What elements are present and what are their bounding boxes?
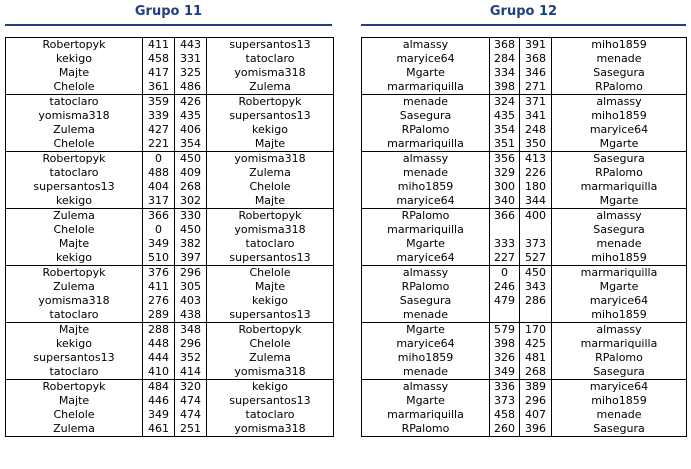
home-score: 0 xyxy=(143,223,175,237)
match-row xyxy=(6,123,334,137)
home-player: Robertopyk xyxy=(6,152,143,167)
away-score: 268 xyxy=(520,365,552,380)
away-score: 348 xyxy=(175,323,207,338)
match-row xyxy=(6,337,334,351)
home-player: tatoclaro xyxy=(49,365,99,378)
home-score: 326 xyxy=(490,351,520,365)
home-score: 366 xyxy=(490,209,520,224)
home-player: almassy xyxy=(362,380,490,395)
away-score: 248 xyxy=(520,123,552,137)
match-row xyxy=(362,166,687,180)
home-score: 288 xyxy=(143,323,175,338)
match-row xyxy=(6,38,334,53)
match-row xyxy=(6,66,334,80)
away-player: Chelole xyxy=(249,337,291,350)
home-player: Robertopyk xyxy=(42,38,106,51)
home-score: 349 xyxy=(143,237,175,251)
match-row xyxy=(6,137,334,152)
home-player: menade xyxy=(403,166,448,179)
home-player: RPalomo xyxy=(362,209,490,224)
away-score: 271 xyxy=(520,80,552,95)
home-score: 356 xyxy=(490,152,520,167)
match-row xyxy=(362,422,687,437)
home-score: 484 xyxy=(143,380,175,395)
home-score: 0 xyxy=(143,152,175,167)
away-score: 320 xyxy=(175,380,207,395)
home-score: 417 xyxy=(143,66,175,80)
away-score: 371 xyxy=(520,95,552,110)
home-player: Majte xyxy=(58,66,90,79)
home-score: 359 xyxy=(143,95,175,110)
away-score: 325 xyxy=(175,66,207,80)
home-score: 376 xyxy=(143,266,175,281)
home-score: 0 xyxy=(490,266,520,281)
away-player: almassy xyxy=(552,323,687,338)
home-player: Robertopyk xyxy=(6,266,143,281)
home-player: RPalomo xyxy=(401,422,450,435)
match-row xyxy=(6,308,334,323)
home-score: 427 xyxy=(143,123,175,137)
away-player: supersantos13 xyxy=(229,38,311,51)
away-score: 407 xyxy=(520,408,552,422)
match-row xyxy=(362,280,687,294)
away-player: marmariquilla xyxy=(580,337,658,350)
home-player: kekigo xyxy=(56,251,92,264)
away-player: RPalomo xyxy=(595,351,643,364)
home-player: Majte xyxy=(6,323,143,338)
away-player: supersantos13 xyxy=(229,251,311,264)
home-score: 458 xyxy=(143,52,175,66)
home-player: tatoclaro xyxy=(6,95,143,110)
home-player: RPalomo xyxy=(401,123,450,136)
home-score: 221 xyxy=(143,137,175,152)
away-score: 527 xyxy=(520,251,552,266)
home-score: 411 xyxy=(143,38,175,53)
home-player: marmariquilla xyxy=(387,223,464,236)
away-player: kekigo xyxy=(207,380,334,395)
away-score: 251 xyxy=(175,422,207,437)
match-row xyxy=(362,123,687,137)
away-score: 354 xyxy=(175,137,207,152)
match-row xyxy=(362,52,687,66)
away-player: Zulema xyxy=(249,166,291,179)
away-score: 350 xyxy=(520,137,552,152)
match-row xyxy=(6,251,334,266)
home-score: 398 xyxy=(490,80,520,95)
away-player: kekigo xyxy=(252,123,288,136)
away-player: marmariquilla xyxy=(552,266,687,281)
away-score: 443 xyxy=(175,38,207,53)
away-score: 302 xyxy=(175,194,207,209)
home-player: supersantos13 xyxy=(33,180,115,193)
away-player: Sasegura xyxy=(593,422,645,435)
group-12-results-table xyxy=(361,37,687,437)
away-player: RPalomo xyxy=(595,80,643,93)
away-score: 346 xyxy=(520,66,552,80)
home-score: 510 xyxy=(143,251,175,266)
home-score: 458 xyxy=(490,408,520,422)
home-score: 361 xyxy=(143,80,175,95)
away-player: menade xyxy=(596,408,642,421)
home-score: 339 xyxy=(143,109,175,123)
away-score: 426 xyxy=(175,95,207,110)
match-row xyxy=(362,137,687,152)
away-player: Mgarte xyxy=(599,194,639,207)
away-player: tatoclaro xyxy=(245,408,295,421)
away-score: 403 xyxy=(175,294,207,308)
away-score: 368 xyxy=(520,52,552,66)
match-row xyxy=(6,266,334,281)
match-row xyxy=(6,52,334,66)
away-player: miho1859 xyxy=(591,251,647,264)
home-player: Sasegura xyxy=(399,294,452,307)
away-player: tatoclaro xyxy=(245,237,295,250)
match-row xyxy=(362,38,687,53)
match-row xyxy=(6,109,334,123)
home-player: maryice64 xyxy=(396,251,455,264)
away-score: 425 xyxy=(520,337,552,351)
away-player: Zulema xyxy=(249,80,291,93)
home-player: Robertopyk xyxy=(6,380,143,395)
home-score: 479 xyxy=(490,294,520,308)
home-score: 246 xyxy=(490,280,520,294)
away-score: 343 xyxy=(520,280,552,294)
away-player: maryice64 xyxy=(589,294,649,307)
away-score xyxy=(520,308,552,323)
home-player: Chelole xyxy=(53,408,95,421)
match-row xyxy=(362,308,687,323)
home-score: 398 xyxy=(490,337,520,351)
away-score: 438 xyxy=(175,308,207,323)
home-score: 300 xyxy=(490,180,520,194)
home-player: Mgarte xyxy=(406,237,445,250)
away-score: 330 xyxy=(175,209,207,224)
match-row xyxy=(362,95,687,110)
home-player: menade xyxy=(362,95,490,110)
away-score: 170 xyxy=(520,323,552,338)
home-player: Majte xyxy=(58,394,90,407)
away-score: 474 xyxy=(175,394,207,408)
home-player: Zulema xyxy=(53,123,95,136)
home-player: Mgarte xyxy=(362,323,490,338)
away-score: 450 xyxy=(175,223,207,237)
away-score: 344 xyxy=(520,194,552,209)
home-player: Zulema xyxy=(6,209,143,224)
match-row xyxy=(6,80,334,95)
match-row xyxy=(6,408,334,422)
home-player: maryice64 xyxy=(396,194,455,207)
match-row xyxy=(362,380,687,395)
match-row xyxy=(362,66,687,80)
away-player: Sasegura xyxy=(552,152,687,167)
away-score: 414 xyxy=(175,365,207,380)
away-score: 406 xyxy=(175,123,207,137)
away-score: 305 xyxy=(175,280,207,294)
away-player: RPalomo xyxy=(595,166,643,179)
home-score: 349 xyxy=(490,365,520,380)
home-score: 334 xyxy=(490,66,520,80)
home-player: tatoclaro xyxy=(49,166,99,179)
home-score: 260 xyxy=(490,422,520,437)
away-score: 373 xyxy=(520,237,552,251)
away-player: Chelole xyxy=(249,180,291,193)
away-score: 400 xyxy=(520,209,552,224)
away-score: 226 xyxy=(520,166,552,180)
match-row xyxy=(362,194,687,209)
match-row xyxy=(6,351,334,365)
away-player: yomisma318 xyxy=(234,365,306,378)
away-player: kekigo xyxy=(252,294,288,307)
home-score: 373 xyxy=(490,394,520,408)
away-player: Robertopyk xyxy=(207,323,334,338)
home-player: Zulema xyxy=(53,280,95,293)
home-score: 289 xyxy=(143,308,175,323)
away-score: 296 xyxy=(175,266,207,281)
group-11-title: Grupo 11 xyxy=(134,4,203,19)
away-player: Chelole xyxy=(207,266,334,281)
home-score: 324 xyxy=(490,95,520,110)
home-score: 579 xyxy=(490,323,520,338)
home-player: miho1859 xyxy=(397,351,454,364)
home-score: 448 xyxy=(143,337,175,351)
away-player: miho1859 xyxy=(591,308,647,321)
away-player: supersantos13 xyxy=(229,308,311,321)
home-player: menade xyxy=(403,308,448,321)
home-player: Chelole xyxy=(53,137,95,150)
away-score: 341 xyxy=(520,109,552,123)
away-score: 413 xyxy=(520,152,552,167)
home-player: kekigo xyxy=(56,52,92,65)
away-player: Mgarte xyxy=(599,137,639,150)
home-score: 446 xyxy=(143,394,175,408)
match-row xyxy=(362,237,687,251)
match-row xyxy=(362,365,687,380)
match-row xyxy=(362,251,687,266)
home-score xyxy=(490,308,520,323)
match-row xyxy=(6,294,334,308)
away-player: maryice64 xyxy=(589,123,649,136)
match-row xyxy=(362,209,687,224)
away-player: yomisma318 xyxy=(234,66,306,79)
away-player: miho1859 xyxy=(591,394,647,407)
home-player: Chelole xyxy=(53,80,95,93)
match-row xyxy=(6,380,334,395)
home-player: marmariquilla xyxy=(387,137,464,150)
away-player: maryice64 xyxy=(552,380,687,395)
away-player: Majte xyxy=(254,137,286,150)
away-score: 286 xyxy=(520,294,552,308)
away-player: almassy xyxy=(552,95,687,110)
match-row xyxy=(6,237,334,251)
home-player: Mgarte xyxy=(406,394,445,407)
match-row xyxy=(6,194,334,209)
home-player: Zulema xyxy=(53,422,95,435)
match-row xyxy=(6,394,334,408)
home-score: 368 xyxy=(490,38,520,53)
away-score: 481 xyxy=(520,351,552,365)
home-player: yomisma318 xyxy=(38,109,110,122)
home-score xyxy=(490,223,520,237)
away-score: 389 xyxy=(520,380,552,395)
away-player: menade xyxy=(596,237,642,250)
away-player: yomisma318 xyxy=(207,152,334,167)
away-player: yomisma318 xyxy=(234,422,306,435)
away-score: 331 xyxy=(175,52,207,66)
away-player: almassy xyxy=(552,209,687,224)
match-row xyxy=(6,323,334,338)
match-row xyxy=(6,365,334,380)
home-player: RPalomo xyxy=(401,280,450,293)
home-player: marmariquilla xyxy=(387,408,464,421)
home-player: kekigo xyxy=(56,337,92,350)
home-score: 276 xyxy=(143,294,175,308)
home-player: supersantos13 xyxy=(33,351,115,364)
away-score: 352 xyxy=(175,351,207,365)
away-score: 391 xyxy=(520,38,552,53)
away-score: 435 xyxy=(175,109,207,123)
home-player: maryice64 xyxy=(396,52,455,65)
match-row xyxy=(362,408,687,422)
home-score: 411 xyxy=(143,280,175,294)
match-row xyxy=(362,109,687,123)
home-score: 340 xyxy=(490,194,520,209)
match-row xyxy=(362,80,687,95)
match-row xyxy=(6,95,334,110)
match-row xyxy=(362,223,687,237)
away-player: Robertopyk xyxy=(207,95,334,110)
home-player: Chelole xyxy=(53,223,95,236)
away-score: 268 xyxy=(175,180,207,194)
away-player: marmariquilla xyxy=(580,180,658,193)
home-score: 488 xyxy=(143,166,175,180)
home-score: 366 xyxy=(143,209,175,224)
home-player: almassy xyxy=(362,152,490,167)
home-player: almassy xyxy=(402,38,449,51)
home-player: marmariquilla xyxy=(387,80,464,93)
group-11-results-table xyxy=(5,37,334,437)
away-score: 180 xyxy=(520,180,552,194)
match-row xyxy=(6,180,334,194)
away-player: miho1859 xyxy=(591,38,647,51)
away-score xyxy=(520,223,552,237)
away-player: menade xyxy=(596,52,642,65)
match-row xyxy=(6,280,334,294)
home-player: menade xyxy=(403,365,448,378)
away-player: Sasegura xyxy=(593,66,645,79)
home-player: Sasegura xyxy=(399,109,452,122)
home-score: 333 xyxy=(490,237,520,251)
away-player: Sasegura xyxy=(593,223,645,236)
home-score: 354 xyxy=(490,123,520,137)
away-score: 397 xyxy=(175,251,207,266)
away-score: 409 xyxy=(175,166,207,180)
home-score: 435 xyxy=(490,109,520,123)
home-player: Mgarte xyxy=(406,66,445,79)
match-row xyxy=(6,166,334,180)
match-row xyxy=(362,323,687,338)
away-player: Sasegura xyxy=(593,365,645,378)
match-row xyxy=(6,223,334,237)
home-player: maryice64 xyxy=(396,337,455,350)
away-score: 296 xyxy=(520,394,552,408)
home-player: tatoclaro xyxy=(49,308,99,321)
group-12-title-underline xyxy=(361,24,686,26)
away-score: 396 xyxy=(520,422,552,437)
home-score: 227 xyxy=(490,251,520,266)
home-score: 317 xyxy=(143,194,175,209)
group-12-title: Grupo 12 xyxy=(489,4,558,19)
match-row xyxy=(6,152,334,167)
away-player: Majte xyxy=(254,194,286,207)
away-score: 296 xyxy=(175,337,207,351)
home-score: 404 xyxy=(143,180,175,194)
away-player: supersantos13 xyxy=(229,394,311,407)
away-player: supersantos13 xyxy=(229,109,311,122)
match-row xyxy=(6,422,334,437)
home-score: 284 xyxy=(490,52,520,66)
away-player: Zulema xyxy=(249,351,291,364)
home-player: yomisma318 xyxy=(38,294,110,307)
home-score: 351 xyxy=(490,137,520,152)
home-score: 444 xyxy=(143,351,175,365)
away-player: tatoclaro xyxy=(245,52,295,65)
away-player: Robertopyk xyxy=(207,209,334,224)
away-player: Mgarte xyxy=(599,280,639,293)
home-score: 410 xyxy=(143,365,175,380)
match-row xyxy=(362,394,687,408)
home-player: miho1859 xyxy=(397,180,454,193)
away-score: 382 xyxy=(175,237,207,251)
home-score: 461 xyxy=(143,422,175,437)
away-player: yomisma318 xyxy=(234,223,306,236)
match-row xyxy=(362,294,687,308)
match-row xyxy=(362,351,687,365)
away-score: 450 xyxy=(520,266,552,281)
away-score: 474 xyxy=(175,408,207,422)
home-score: 336 xyxy=(490,380,520,395)
home-score: 329 xyxy=(490,166,520,180)
home-player: Majte xyxy=(58,237,90,250)
match-row xyxy=(362,266,687,281)
match-row xyxy=(362,180,687,194)
away-score: 450 xyxy=(175,152,207,167)
match-row xyxy=(362,337,687,351)
away-player: Majte xyxy=(254,280,286,293)
away-player: miho1859 xyxy=(591,109,647,122)
home-player: almassy xyxy=(362,266,490,281)
match-row xyxy=(6,209,334,224)
group-11-title-underline xyxy=(5,24,332,26)
home-player: kekigo xyxy=(56,194,92,207)
match-row xyxy=(362,152,687,167)
home-score: 349 xyxy=(143,408,175,422)
away-score: 486 xyxy=(175,80,207,95)
